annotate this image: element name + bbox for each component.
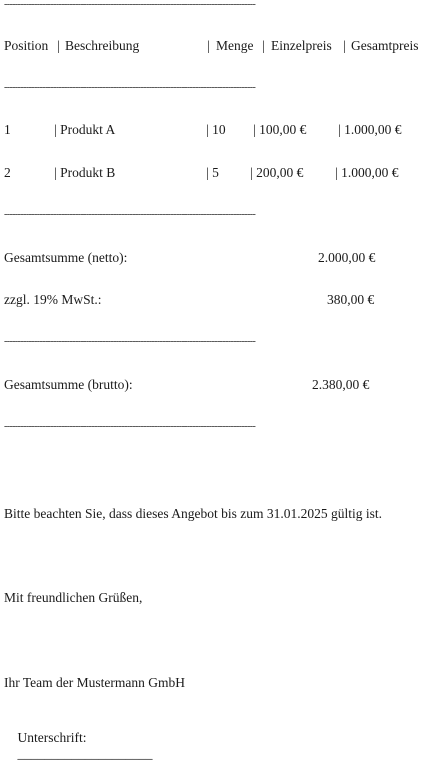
row-description: | Produkt A (54, 122, 116, 137)
vat-label: zzgl. 19% MwSt.: (4, 292, 102, 307)
separator-rule: -------------------------------------------------------------------------------------------- (4, 0, 256, 10)
separator-rule: -------------------------------------------------------------------------------------------- (4, 337, 256, 347)
separator-rule: -------------------------------------------------------------------------------------------- (4, 422, 256, 432)
header-quantity: Menge (216, 38, 254, 53)
separator-rule: -------------------------------------------------------------------------------------------- (4, 83, 256, 93)
gross-total-value: 2.380,00 € (312, 377, 370, 392)
row-position: 2 (4, 165, 11, 180)
row-quantity: | 5 (206, 165, 219, 180)
net-total-label: Gesamtsumme (netto): (4, 250, 128, 265)
row-quantity: | 10 (206, 122, 226, 137)
header-separator: | (207, 38, 210, 53)
closing-greeting: Mit freundlichen Grüßen, (4, 590, 143, 605)
net-total-value: 2.000,00 € (318, 250, 376, 265)
row-description: | Produkt B (54, 165, 116, 180)
vat-value: 380,00 € (327, 292, 375, 307)
separator-rule: -------------------------------------------------------------------------------------------- (4, 210, 256, 220)
header-separator: | (262, 38, 265, 53)
header-position: Position (4, 38, 49, 53)
header-unit-price: Einzelpreis (271, 38, 332, 53)
signature-block (4, 714, 153, 778)
signature-line: ____________________ (17, 746, 153, 761)
row-total-price: | 1.000,00 € (335, 165, 399, 180)
company-signoff: Ihr Team der Mustermann GmbH (4, 675, 186, 690)
row-unit-price: | 200,00 € (250, 165, 304, 180)
header-separator: | (57, 38, 60, 53)
validity-note: Bitte beachten Sie, dass dieses Angebot bis zum 31.01.2025 gültig ist. (4, 506, 382, 521)
gross-total-label: Gesamtsumme (brutto): (4, 377, 133, 392)
header-description: Beschreibung (65, 38, 140, 53)
signature-label: Unterschrift: (17, 730, 87, 745)
header-total-price: Gesamtpreis (351, 38, 419, 53)
row-total-price: | 1.000,00 € (338, 122, 402, 137)
header-separator: | (343, 38, 346, 53)
row-unit-price: | 100,00 € (253, 122, 307, 137)
row-position: 1 (4, 122, 11, 137)
